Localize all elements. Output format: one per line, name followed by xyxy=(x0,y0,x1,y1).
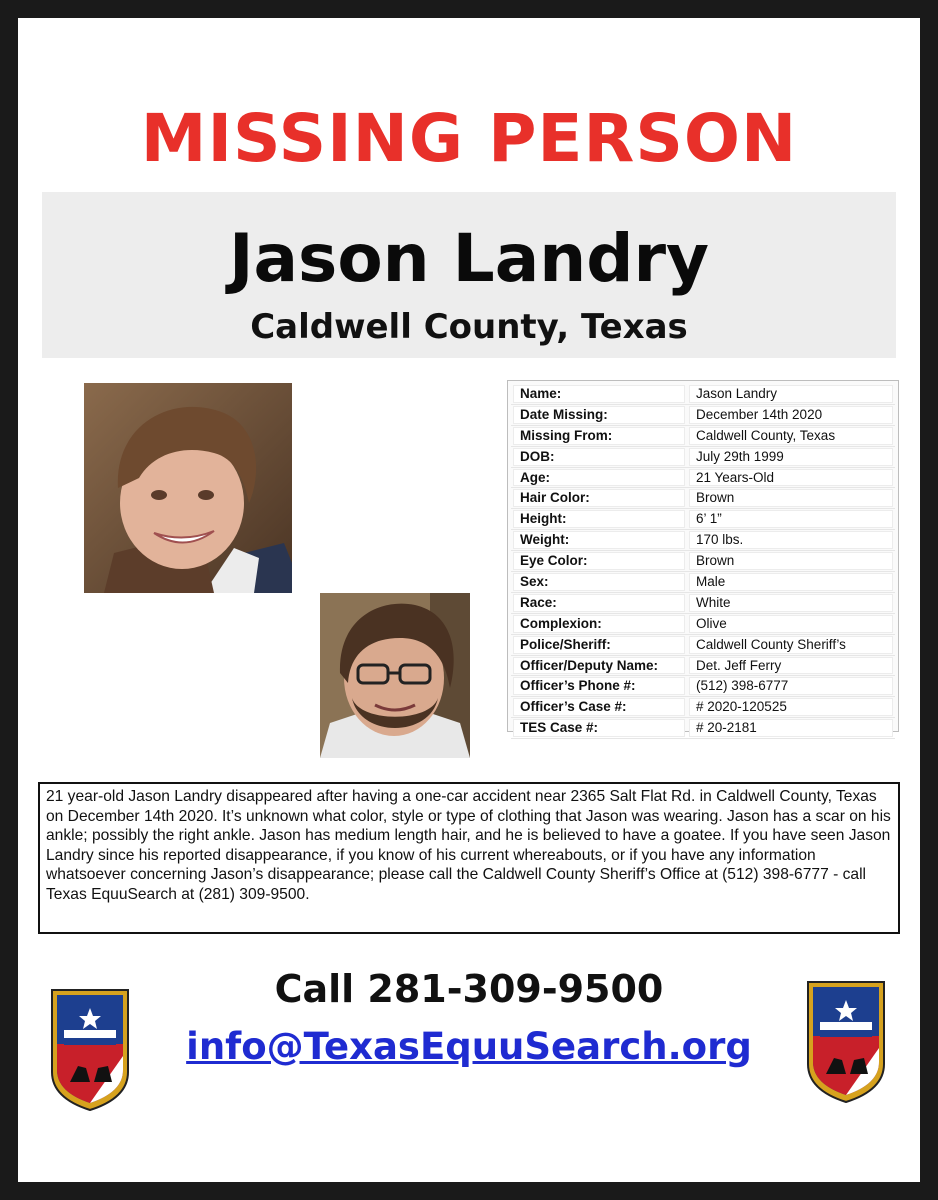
detail-label: Missing From: xyxy=(513,427,685,445)
call-phone-number: Call 281-309-9500 xyxy=(274,967,664,1011)
detail-value: Caldwell County, Texas xyxy=(689,427,893,445)
detail-label: Weight: xyxy=(513,531,685,549)
details-row xyxy=(511,530,895,551)
texas-equusearch-logo-left xyxy=(48,986,132,1112)
detail-value: December 14th 2020 xyxy=(689,406,893,424)
headline: MISSING PERSON xyxy=(140,100,798,177)
detail-label: Officer’s Case #: xyxy=(513,698,685,716)
detail-label: Eye Color: xyxy=(513,552,685,570)
details-row xyxy=(511,551,895,572)
details-row xyxy=(511,468,895,489)
details-row xyxy=(511,697,895,718)
details-row xyxy=(511,614,895,635)
detail-value: Olive xyxy=(689,615,893,633)
detail-label: Date Missing: xyxy=(513,406,685,424)
detail-value: Brown xyxy=(689,489,893,507)
missing-person-poster xyxy=(18,18,920,1182)
detail-value: 21 Years-Old xyxy=(689,469,893,487)
detail-value: Det. Jeff Ferry xyxy=(689,657,893,675)
detail-label: Police/Sheriff: xyxy=(513,636,685,654)
name-banner xyxy=(42,192,896,358)
details-row xyxy=(511,488,895,509)
detail-label: Age: xyxy=(513,469,685,487)
detail-label: Officer’s Phone #: xyxy=(513,677,685,695)
person-name: Jason Landry xyxy=(228,220,710,297)
detail-label: Height: xyxy=(513,510,685,528)
details-row xyxy=(511,509,895,530)
details-row xyxy=(511,635,895,656)
details-row xyxy=(511,718,895,739)
detail-label: TES Case #: xyxy=(513,719,685,737)
detail-value: Jason Landry xyxy=(689,385,893,403)
person-photo-2 xyxy=(320,593,470,758)
detail-value: White xyxy=(689,594,893,612)
description-text: 21 year-old Jason Landry disappeared after having a one-car accident near 2365 Salt Flat Rd. in Caldwell County, Texas on December 14th 2020. It’s unknown what color, style or type of clothing that Jason was wearing. Jason has a scar on his ankle; possibly the right ankle. Jason has medium length hair, and he is believed to have a goatee. If you have seen Jason Landry since his reported disappearance, if you know of his current whereabouts, or if you have any information whatsoever concerning Jason’s disappearance; please call the Caldwell County Sheriff’s Office at (512) 398-6777 - call Texas EquuSearch at (281) 309-9500. xyxy=(46,788,891,903)
detail-value: Caldwell County Sheriff’s xyxy=(689,636,893,654)
detail-label: Officer/Deputy Name: xyxy=(513,657,685,675)
detail-value: July 29th 1999 xyxy=(689,448,893,466)
description-box xyxy=(38,782,900,934)
details-row xyxy=(511,384,895,405)
detail-label: Hair Color: xyxy=(513,489,685,507)
detail-label: Name: xyxy=(513,385,685,403)
details-row xyxy=(511,405,895,426)
detail-value: 6’ 1” xyxy=(689,510,893,528)
detail-value: # 20-2181 xyxy=(689,719,893,737)
detail-value: Male xyxy=(689,573,893,591)
detail-value: # 2020-120525 xyxy=(689,698,893,716)
detail-value: Brown xyxy=(689,552,893,570)
details-row xyxy=(511,656,895,677)
details-row xyxy=(511,593,895,614)
details-row xyxy=(511,572,895,593)
person-photo-1 xyxy=(84,383,292,593)
texas-equusearch-logo-right xyxy=(804,978,888,1104)
detail-value: (512) 398-6777 xyxy=(689,677,893,695)
details-table xyxy=(507,380,899,736)
detail-label: Race: xyxy=(513,594,685,612)
detail-label: Complexion: xyxy=(513,615,685,633)
detail-label: Sex: xyxy=(513,573,685,591)
details-row xyxy=(511,447,895,468)
contact-email-link[interactable]: info@TexasEquuSearch.org xyxy=(186,1025,752,1068)
location-title: Caldwell County, Texas xyxy=(250,307,688,347)
details-row xyxy=(511,676,895,697)
details-row xyxy=(511,426,895,447)
detail-value: 170 lbs. xyxy=(689,531,893,549)
detail-label: DOB: xyxy=(513,448,685,466)
